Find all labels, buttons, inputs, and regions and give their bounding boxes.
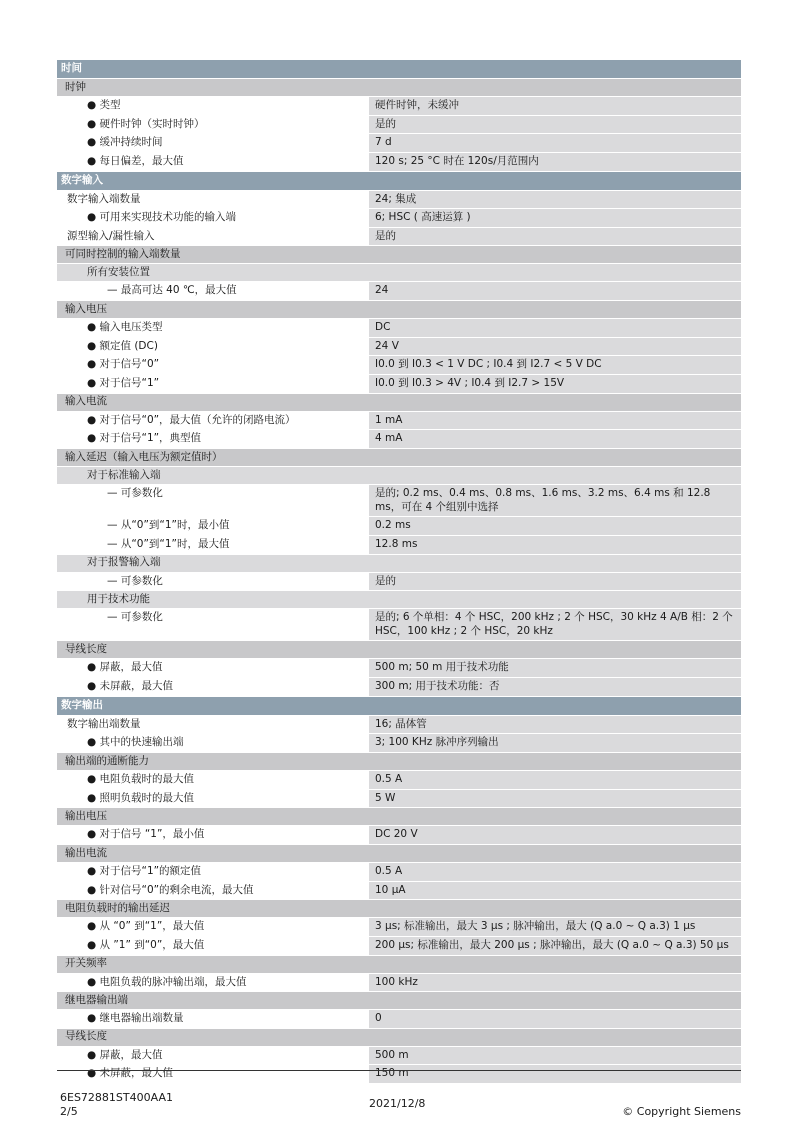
spec-row (57, 863, 741, 881)
spec-value: 是的; 6 个单相：4 个 HSC，200 kHz ; 2 个 HSC，30 kHz 4 A/B 相：2 个 HSC，100 kHz ; 2 个 HSC，20 kHz (369, 609, 741, 640)
spec-label: ● 电阻负载时的最大值 (57, 771, 369, 789)
group-title: 导线长度 (65, 643, 107, 656)
spec-row (57, 282, 741, 300)
spec-label: 源型输入/漏性输入 (57, 228, 369, 246)
spec-value: I0.0 到 I0.3 < 1 V DC ; I0.4 到 I2.7 < 5 V DC (369, 356, 741, 374)
spec-row (57, 228, 741, 246)
group-title: 电阻负载时的输出延迟 (65, 901, 170, 914)
spec-row (57, 826, 741, 844)
group-header (57, 555, 741, 572)
section-title: 数字输入 (61, 173, 103, 186)
spec-label: ● 对于信号“1”的额定值 (57, 863, 369, 881)
spec-value: 是的; 0.2 ms、0.4 ms、0.8 ms、1.6 ms、3.2 ms、6.4 ms 和 12.8 ms，可在 4 个组别中选择 (369, 485, 741, 516)
group-header (57, 845, 741, 862)
spec-value: 0.2 ms (369, 517, 741, 535)
spec-row (57, 412, 741, 430)
spec-value: 24 V (369, 338, 741, 356)
section-header (57, 697, 741, 715)
group-header (57, 808, 741, 825)
spec-value: 10 μA (369, 882, 741, 900)
spec-value: DC (369, 319, 741, 337)
spec-row (57, 319, 741, 337)
spec-value: 0.5 A (369, 863, 741, 881)
spec-label: ● 对于信号 “1”，最小值 (57, 826, 369, 844)
group-header (57, 753, 741, 770)
spec-label: — 从“0”到“1”时，最大值 (57, 536, 369, 554)
spec-value: 500 m; 50 m 用于技术功能 (369, 659, 741, 677)
spec-value: 500 m (369, 1047, 741, 1065)
group-title: 输入电流 (65, 395, 107, 408)
group-header (57, 79, 741, 96)
spec-value: 0.5 A (369, 771, 741, 789)
spec-value: 硬件时钟，未缓冲 (369, 97, 741, 115)
spec-value: 是的 (369, 228, 741, 246)
group-title: 用于技术功能 (87, 592, 150, 605)
spec-table (57, 60, 741, 1084)
spec-value: 24 (369, 282, 741, 300)
group-title: 继电器输出端 (65, 993, 128, 1006)
spec-row (57, 97, 741, 115)
spec-label: ● 屏蔽，最大值 (57, 659, 369, 677)
spec-label: ● 照明负载时的最大值 (57, 790, 369, 808)
spec-value: 3 μs; 标准输出，最大 3 μs ; 脉冲输出，最大 (Q a.0 ~ Q a.3) 1 μs (369, 918, 741, 936)
spec-value: 12.8 ms (369, 536, 741, 554)
spec-row (57, 485, 741, 516)
spec-label: — 从“0”到“1”时，最小值 (57, 517, 369, 535)
spec-value: 100 kHz (369, 974, 741, 992)
spec-value: 16; 晶体管 (369, 716, 741, 734)
spec-label: ● 未屏蔽，最大值 (57, 1065, 369, 1083)
group-header (57, 394, 741, 411)
group-title: 输出端的通断能力 (65, 754, 149, 767)
spec-label: ● 对于信号“1”，典型值 (57, 430, 369, 448)
spec-label: ● 从 “0” 到“1”，最大值 (57, 918, 369, 936)
spec-row (57, 716, 741, 734)
group-title: 输出电流 (65, 846, 107, 859)
group-title: 所有安装位置 (87, 266, 150, 279)
spec-row (57, 430, 741, 448)
spec-row (57, 882, 741, 900)
spec-label: ● 屏蔽，最大值 (57, 1047, 369, 1065)
spec-row (57, 338, 741, 356)
spec-row (57, 974, 741, 992)
group-header (57, 264, 741, 281)
spec-row (57, 734, 741, 752)
page-number: 2/5 (60, 1105, 78, 1118)
group-header (57, 246, 741, 263)
spec-row (57, 536, 741, 554)
group-header (57, 641, 741, 658)
group-title: 输入延迟（输入电压为额定值时） (65, 450, 223, 463)
group-title: 开关频率 (65, 957, 107, 970)
spec-value: I0.0 到 I0.3 > 4V ; I0.4 到 I2.7 > 15V (369, 375, 741, 393)
spec-label: ● 缓冲持续时间 (57, 134, 369, 152)
spec-value: 1 mA (369, 412, 741, 430)
spec-label: ● 额定值 (DC) (57, 338, 369, 356)
copyright-notice: © Copyright Siemens (622, 1105, 741, 1118)
section-header (57, 172, 741, 190)
spec-label: ● 类型 (57, 97, 369, 115)
spec-value: 24; 集成 (369, 191, 741, 209)
group-title: 可同时控制的输入端数量 (65, 248, 181, 261)
spec-value: 150 m (369, 1065, 741, 1083)
spec-value: 3; 100 KHz 脉冲序列输出 (369, 734, 741, 752)
spec-row (57, 937, 741, 955)
spec-value: 是的 (369, 573, 741, 591)
spec-row (57, 659, 741, 677)
spec-row (57, 153, 741, 171)
spec-label: ● 继电器输出端数量 (57, 1010, 369, 1028)
document-date: 2021/12/8 (369, 1097, 426, 1110)
spec-value: 4 mA (369, 430, 741, 448)
spec-label: — 最高可达 40 ℃，最大值 (57, 282, 369, 300)
spec-value: 是的 (369, 116, 741, 134)
spec-value: 0 (369, 1010, 741, 1028)
group-header (57, 900, 741, 917)
spec-label: ● 对于信号“0” (57, 356, 369, 374)
group-header (57, 449, 741, 466)
group-title: 输入电压 (65, 302, 107, 315)
spec-label: ● 输入电压类型 (57, 319, 369, 337)
group-header (57, 992, 741, 1009)
page-footer (57, 1070, 741, 1121)
spec-label: — 可参数化 (57, 573, 369, 591)
spec-row (57, 573, 741, 591)
spec-label: ● 未屏蔽，最大值 (57, 678, 369, 696)
group-title: 时钟 (65, 80, 86, 93)
group-header (57, 467, 741, 484)
spec-row (57, 678, 741, 696)
spec-row (57, 918, 741, 936)
spec-value: 6; HSC ( 高速运算 ) (369, 209, 741, 227)
spec-label: 数字输入端数量 (57, 191, 369, 209)
spec-value: 5 W (369, 790, 741, 808)
section-title: 时间 (61, 62, 82, 75)
spec-label: ● 对于信号“1” (57, 375, 369, 393)
section-header (57, 60, 741, 78)
spec-value: 120 s; 25 °C 时在 120s/月范围内 (369, 153, 741, 171)
group-header (57, 956, 741, 973)
spec-label: ● 对于信号“0”，最大值（允许的闭路电流） (57, 412, 369, 430)
spec-label: ● 电阻负载的脉冲输出端，最大值 (57, 974, 369, 992)
spec-label: 数字输出端数量 (57, 716, 369, 734)
spec-row (57, 116, 741, 134)
group-title: 对于标准输入端 (87, 468, 161, 481)
spec-label: — 可参数化 (57, 609, 369, 640)
group-title: 导线长度 (65, 1030, 107, 1043)
group-title: 对于报警输入端 (87, 556, 161, 569)
spec-row (57, 1010, 741, 1028)
spec-value: 7 d (369, 134, 741, 152)
spec-row (57, 209, 741, 227)
spec-row (57, 191, 741, 209)
spec-label: ● 针对信号“0”的剩余电流，最大值 (57, 882, 369, 900)
spec-label: ● 其中的快速输出端 (57, 734, 369, 752)
spec-row (57, 375, 741, 393)
group-title: 输出电压 (65, 809, 107, 822)
spec-row (57, 771, 741, 789)
spec-label: ● 每日偏差，最大值 (57, 153, 369, 171)
group-header (57, 301, 741, 318)
group-header (57, 1029, 741, 1046)
spec-row (57, 609, 741, 640)
spec-row (57, 356, 741, 374)
spec-label: ● 硬件时钟（实时时钟） (57, 116, 369, 134)
spec-value: 200 μs; 标准输出，最大 200 μs ; 脉冲输出，最大 (Q a.0 ~ Q a.3) 50 μs (369, 937, 741, 955)
section-title: 数字输出 (61, 698, 103, 711)
spec-row (57, 790, 741, 808)
spec-value: 300 m; 用于技术功能：否 (369, 678, 741, 696)
document-id: 6ES72881ST400AA1 (60, 1091, 173, 1104)
spec-row (57, 1047, 741, 1065)
spec-value: DC 20 V (369, 826, 741, 844)
spec-label: — 可参数化 (57, 485, 369, 516)
spec-row (57, 517, 741, 535)
group-header (57, 591, 741, 608)
spec-label: ● 从 ”1” 到“0”，最大值 (57, 937, 369, 955)
spec-row (57, 134, 741, 152)
spec-label: ● 可用来实现技术功能的输入端 (57, 209, 369, 227)
